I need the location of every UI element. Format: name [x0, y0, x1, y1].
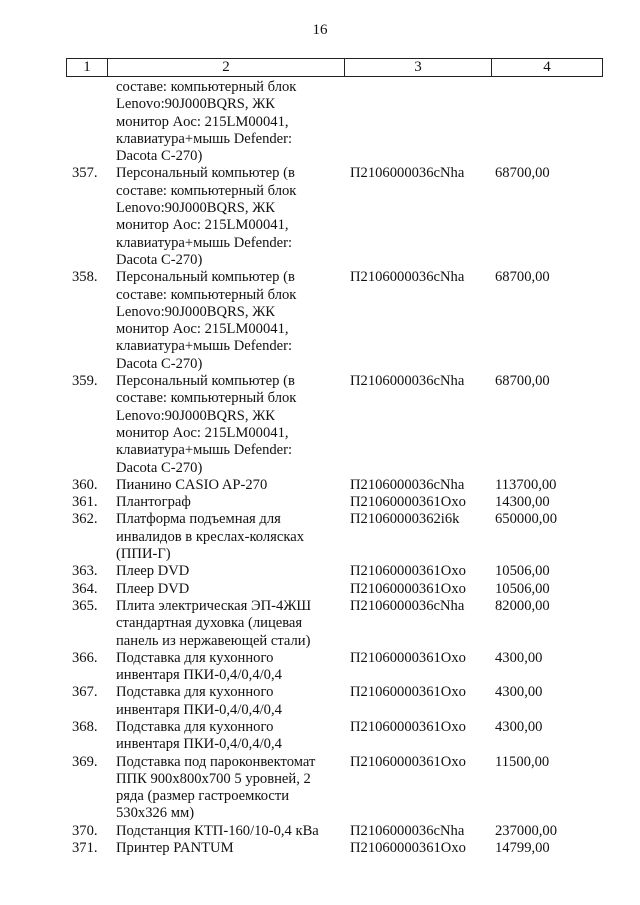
page-number: 16 — [312, 22, 328, 38]
inventory-list — [0, 79, 640, 857]
column-header-1: 1 — [67, 59, 108, 77]
item-name-line: клавиатура+мышь Defender: — [116, 130, 293, 147]
item-name — [116, 79, 346, 165]
inventory-code: П21060000361Oxo — [350, 580, 466, 597]
item-name-line: ППК 900x800x700 5 уровней, 2 — [116, 770, 311, 787]
item-name-line: Подставка для кухонного — [116, 649, 274, 666]
inventory-code: П21060000361Oxo — [350, 563, 466, 580]
item-name-line: инвентаря ПКИ-0,4/0,4/0,4 — [116, 701, 282, 718]
item-name-line: Принтер PANTUM — [116, 840, 234, 857]
item-name-line: Dacota C-270) — [116, 251, 203, 268]
item-name-line: 530x326 мм) — [116, 805, 195, 822]
item-name — [116, 494, 346, 511]
item-price: 14300,00 — [495, 494, 550, 511]
item-name-line: Подстанция КТП-160/10-0,4 кВа — [116, 822, 319, 839]
continuation-row — [0, 79, 640, 165]
table-row — [0, 373, 640, 477]
inventory-code: П21060000362i6k — [350, 511, 460, 528]
item-name — [116, 511, 346, 563]
column-header-4: 4 — [492, 59, 603, 77]
item-price: 68700,00 — [495, 373, 550, 390]
item-number: 366. — [72, 649, 98, 666]
item-price: 82000,00 — [495, 597, 550, 614]
item-name — [116, 477, 346, 494]
item-name-line: составе: компьютерный блок — [116, 79, 297, 95]
item-name-line: инвалидов в креслах-колясках — [116, 528, 305, 545]
item-name-line: Плита электрическая ЭП-4ЖШ — [116, 597, 312, 614]
item-name-line: Персональный компьютер (в — [116, 373, 295, 390]
item-name-line: клавиатура+мышь Defender: — [116, 442, 293, 459]
table-row — [0, 563, 640, 580]
inventory-code: П2106000036cNha — [350, 373, 465, 390]
item-number: 371. — [72, 840, 98, 857]
table-row — [0, 165, 640, 269]
item-name — [116, 563, 346, 580]
item-number: 360. — [72, 476, 98, 493]
item-price: 4300,00 — [495, 684, 543, 701]
column-header-3: 3 — [345, 59, 492, 77]
item-number: 358. — [72, 269, 98, 286]
item-price: 10506,00 — [495, 563, 550, 580]
item-number: 364. — [72, 580, 98, 597]
item-name-line: составе: компьютерный блок — [116, 286, 297, 303]
item-price: 650000,00 — [495, 511, 558, 528]
item-name-line: составе: компьютерный блок — [116, 182, 297, 199]
item-name-line: (ППИ-Г) — [116, 546, 171, 563]
inventory-code: П2106000036cNha — [350, 476, 465, 493]
item-name-line: Dacota C-270) — [116, 148, 203, 165]
item-number: 361. — [72, 494, 98, 511]
item-name-line: Платформа подъемная для — [116, 511, 281, 528]
item-number: 362. — [72, 511, 98, 528]
item-name-line: Dacota C-270) — [116, 459, 203, 476]
item-name — [116, 650, 346, 685]
item-price: 68700,00 — [495, 165, 550, 182]
item-number: 359. — [72, 373, 98, 390]
item-name-line: Подставка для кухонного — [116, 684, 274, 701]
item-price: 68700,00 — [495, 269, 550, 286]
item-name — [116, 373, 346, 477]
item-name — [116, 581, 346, 598]
table-row — [0, 477, 640, 494]
table-row — [0, 840, 640, 857]
item-name-line: инвентаря ПКИ-0,4/0,4/0,4 — [116, 736, 282, 753]
item-name-line: Lenovo:90J000BQRS, ЖК — [116, 303, 276, 320]
item-number: 368. — [72, 718, 98, 735]
item-name-line: инвентаря ПКИ-0,4/0,4/0,4 — [116, 667, 282, 684]
item-name-line: монитор Aoc: 215LM00041, — [116, 113, 289, 130]
item-name-line: клавиатура+мышь Defender: — [116, 338, 293, 355]
column-header-table — [66, 58, 603, 77]
item-price: 10506,00 — [495, 580, 550, 597]
table-row — [0, 823, 640, 840]
item-price: 14799,00 — [495, 840, 550, 857]
item-name — [116, 269, 346, 373]
column-header-2: 2 — [108, 59, 345, 77]
item-number: 363. — [72, 563, 98, 580]
item-name-line: Персональный компьютер (в — [116, 269, 295, 286]
inventory-code: П21060000361Oxo — [350, 840, 466, 857]
item-name-line: Плантограф — [116, 494, 191, 511]
item-number: 365. — [72, 597, 98, 614]
item-name-line: монитор Aoc: 215LM00041, — [116, 217, 289, 234]
item-name-line: панель из нержавеющей стали) — [116, 632, 311, 649]
inventory-code: П2106000036cNha — [350, 269, 465, 286]
item-number: 369. — [72, 753, 98, 770]
item-number: 367. — [72, 684, 98, 701]
table-row — [0, 511, 640, 563]
inventory-code: П2106000036cNha — [350, 597, 465, 614]
item-name-line: Подставка под пароконвектомат — [116, 753, 316, 770]
item-number: 357. — [72, 165, 98, 182]
item-price: 4300,00 — [495, 718, 543, 735]
item-name — [116, 754, 346, 823]
item-price: 237000,00 — [495, 822, 558, 839]
item-name — [116, 165, 346, 269]
item-name-line: Dacota C-270) — [116, 355, 203, 372]
table-row — [0, 719, 640, 754]
item-name-line: Пианино CASIO AP-270 — [116, 476, 268, 493]
inventory-code: П21060000361Oxo — [350, 718, 466, 735]
item-name-line: стандартная духовка (лицевая — [116, 615, 303, 632]
table-row — [0, 581, 640, 598]
item-name-line: ряда (размер гастроемкости — [116, 788, 290, 805]
item-name-line: Lenovo:90J000BQRS, ЖК — [116, 96, 276, 113]
item-name-line: монитор Aoc: 215LM00041, — [116, 424, 289, 441]
inventory-code: П21060000361Oxo — [350, 684, 466, 701]
item-name — [116, 684, 346, 719]
item-name-line: Lenovo:90J000BQRS, ЖК — [116, 200, 276, 217]
table-row — [0, 684, 640, 719]
inventory-code: П2106000036cNha — [350, 822, 465, 839]
table-row — [0, 494, 640, 511]
inventory-code: П2106000036cNha — [350, 165, 465, 182]
table-row — [0, 650, 640, 685]
item-price: 113700,00 — [495, 476, 557, 493]
table-row — [0, 754, 640, 823]
item-name-line: клавиатура+мышь Defender: — [116, 234, 293, 251]
item-name — [116, 598, 346, 650]
inventory-code: П21060000361Oxo — [350, 753, 466, 770]
item-name-line: Lenovo:90J000BQRS, ЖК — [116, 407, 276, 424]
item-name — [116, 719, 346, 754]
item-price: 11500,00 — [495, 753, 550, 770]
table-row — [0, 269, 640, 373]
item-price: 4300,00 — [495, 649, 543, 666]
item-name-line: составе: компьютерный блок — [116, 390, 297, 407]
item-name-line: монитор Aoc: 215LM00041, — [116, 321, 289, 338]
item-name — [116, 823, 346, 840]
item-number: 370. — [72, 822, 98, 839]
item-name-line: Плеер DVD — [116, 563, 190, 580]
item-name-line: Плеер DVD — [116, 580, 190, 597]
item-name-line: Персональный компьютер (в — [116, 165, 295, 182]
item-name-line: Подставка для кухонного — [116, 718, 274, 735]
item-name — [116, 840, 346, 857]
table-row — [0, 598, 640, 650]
inventory-code: П21060000361Oxo — [350, 494, 466, 511]
inventory-code: П21060000361Oxo — [350, 649, 466, 666]
